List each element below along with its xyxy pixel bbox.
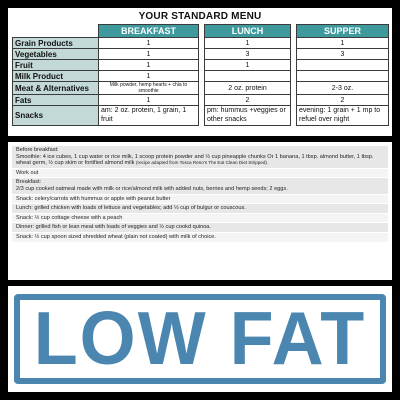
menu-table xyxy=(12,24,389,126)
row-label: Snacks xyxy=(13,106,99,126)
row-label: Grain Products xyxy=(13,38,99,49)
menu-row xyxy=(13,49,389,60)
breakfast-cell: 1 xyxy=(99,71,199,82)
breakfast-cell: Milk powder, hemp hearts + chia to smoothie xyxy=(99,82,199,95)
column-header-breakfast: BREAKFAST xyxy=(99,25,199,38)
row-label: Fruit xyxy=(13,60,99,71)
menu-title: YOUR STANDARD MENU xyxy=(138,11,262,22)
breakfast-cell: 1 xyxy=(99,49,199,60)
pre-breakfast-heading: Before breakfast: xyxy=(16,147,59,153)
row-label: Vegetables xyxy=(13,49,99,60)
lunch-cell: 3 xyxy=(205,49,291,60)
smoothie-text xyxy=(16,154,384,167)
standard-menu-panel xyxy=(8,8,392,136)
smoothie-recipe: Smoothie: 4 ice cubes, 1 cup water or rice milk, 1 scoop protein powder and ½ cup pineapple chunks Or 1 banana, 1 tbsp. almond butter, 1 tbsp. wheat germ, ½ cup skim or fortified almond milk xyxy=(16,153,374,167)
lunch-cell: 2 xyxy=(205,95,291,106)
supper-cell: 1 xyxy=(297,38,389,49)
low-fat-text: LOW FAT xyxy=(33,297,367,381)
workout-block: Work out xyxy=(12,169,388,179)
supper-cell: 3 xyxy=(297,49,389,60)
breakfast-label: Breakfast: xyxy=(16,179,42,186)
lunch-cell: 1 xyxy=(205,38,291,49)
menu-header-row xyxy=(13,25,389,38)
breakfast-text: 2/3 cup cooked oatmeal made with milk or rice/almond milk with added nuts, berries and hemp seeds; 2 eggs. xyxy=(16,185,288,192)
breakfast-cell: 1 xyxy=(99,38,199,49)
pre-breakfast-block xyxy=(12,146,388,169)
dinner-block: Dinner: grilled fish or lean meat with loads of veggies and ½ cup cookd quinoa. xyxy=(12,223,388,233)
snack-1-block: Snack: celery/carrots with hummus or apple with peanut butter xyxy=(12,195,388,205)
breakfast-cell: 1 xyxy=(99,95,199,106)
breakfast-cell: am: 2 oz. protein, 1 grain, 1 fruit xyxy=(99,106,199,126)
supper-cell: 2-3 oz. xyxy=(297,82,389,95)
smoothie-note: (recipe adapted from Tosca Reno's The Eat Clean Diet Stripped). xyxy=(136,160,269,166)
example-day-panel xyxy=(8,142,392,280)
column-header-lunch: LUNCH xyxy=(205,25,291,38)
supper-cell xyxy=(297,71,389,82)
row-label: Milk Product xyxy=(13,71,99,82)
menu-row xyxy=(13,82,389,95)
lunch-cell xyxy=(205,71,291,82)
breakfast-block xyxy=(12,178,388,194)
snack-2-block: Snack: ½ cup cottage cheese with a peach xyxy=(12,214,388,224)
row-label: Fats xyxy=(13,95,99,106)
menu-row xyxy=(13,106,389,126)
menu-row xyxy=(13,60,389,71)
lunch-cell: pm: hummus +veggies or other snacks xyxy=(205,106,291,126)
menu-row xyxy=(13,71,389,82)
supper-cell xyxy=(297,60,389,71)
lunch-block: Lunch: grilled chicken with loads of lettuce and vegetables; add ½ cup of bulgur or couscous. xyxy=(12,204,388,214)
menu-row xyxy=(13,38,389,49)
low-fat-banner-panel xyxy=(8,286,392,392)
snack-3-block: Snack: ½ cup spoon sized shredded wheat (plain not coated) with milk of choice. xyxy=(12,233,388,243)
example-day-list xyxy=(12,146,388,276)
supper-cell: 2 xyxy=(297,95,389,106)
row-label: Meat & Alternatives xyxy=(13,82,99,95)
menu-header-corner xyxy=(13,25,99,38)
breakfast-cell: 1 xyxy=(99,60,199,71)
supper-cell: evening: 1 grain + 1 mp to refuel over night xyxy=(297,106,389,126)
low-fat-stamp xyxy=(14,294,386,384)
lunch-cell: 1 xyxy=(205,60,291,71)
menu-row xyxy=(13,95,389,106)
lunch-cell: 2 oz. protein xyxy=(205,82,291,95)
column-header-supper: SUPPER xyxy=(297,25,389,38)
